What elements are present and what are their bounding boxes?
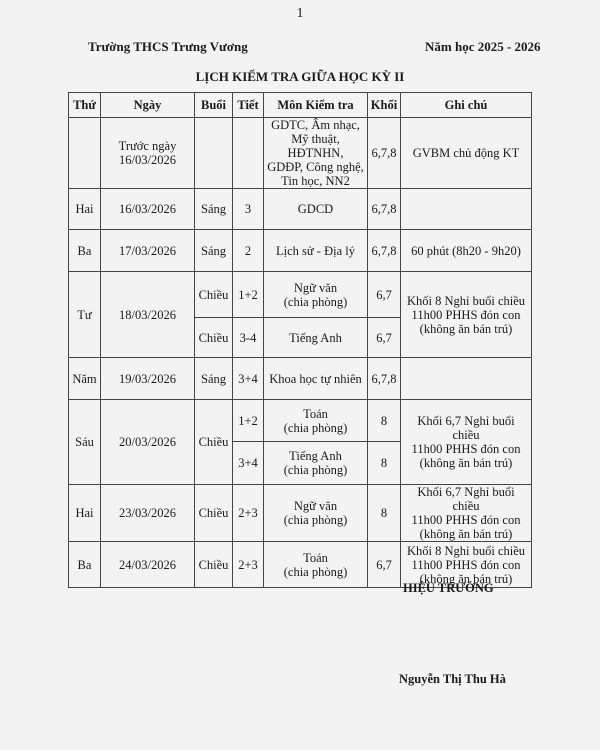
cell-khoi: 8 [368, 400, 401, 442]
cell-tiet [233, 118, 264, 189]
cell-ghichu: Khối 8 Nghỉ buổi chiều 11h00 PHHS đón con (không ăn bán trú) [401, 542, 532, 588]
cell-thu: Hai [69, 189, 101, 230]
cell-ghichu: Khối 6,7 Nghỉ buổi chiều 11h00 PHHS đón con (không ăn bán trú) [401, 485, 532, 542]
cell-thu: Tư [69, 272, 101, 358]
cell-ghichu: 60 phút (8h20 - 9h20) [401, 230, 532, 272]
cell-buoi: Chiều [195, 318, 233, 358]
cell-khoi: 8 [368, 442, 401, 485]
cell-khoi: 6,7,8 [368, 230, 401, 272]
table-row [69, 118, 532, 189]
cell-ghichu [401, 189, 532, 230]
cell-thu: Hai [69, 485, 101, 542]
table-row [69, 358, 532, 400]
cell-ghichu: Khối 6,7 Nghỉ buổi chiều 11h00 PHHS đón con (không ăn bán trú) [401, 400, 532, 485]
cell-ghichu: GVBM chủ động KT [401, 118, 532, 189]
cell-mon: Tiếng Anh [264, 318, 368, 358]
cell-tiet: 1+2 [233, 272, 264, 318]
cell-ngay: 17/03/2026 [101, 230, 195, 272]
cell-buoi: Chiều [195, 400, 233, 485]
cell-khoi: 6,7 [368, 542, 401, 588]
cell-thu [69, 118, 101, 189]
cell-mon: GDTC, Âm nhạc, Mỹ thuật, HĐTNHN, GDĐP, Công nghệ, Tin học, NN2 [264, 118, 368, 189]
cell-mon: Tiếng Anh (chia phòng) [264, 442, 368, 485]
cell-buoi: Chiều [195, 542, 233, 588]
table-row [69, 230, 532, 272]
cell-mon: Khoa học tự nhiên [264, 358, 368, 400]
cell-buoi: Chiều [195, 485, 233, 542]
table-row [69, 272, 532, 318]
column-header: Tiết [233, 93, 264, 118]
cell-tiet: 1+2 [233, 400, 264, 442]
signer-name: Nguyễn Thị Thu Hà [399, 672, 506, 686]
column-header: Ghi chú [401, 93, 532, 118]
cell-khoi: 6,7,8 [368, 118, 401, 189]
table-row [69, 400, 532, 442]
cell-ghichu: Khối 8 Nghỉ buổi chiều 11h00 PHHS đón con (không ăn bán trú) [401, 272, 532, 358]
cell-mon: Toán (chia phòng) [264, 400, 368, 442]
cell-mon: Ngữ văn (chia phòng) [264, 272, 368, 318]
cell-ngay: 18/03/2026 [101, 272, 195, 358]
cell-khoi: 6,7 [368, 318, 401, 358]
school-year: Năm học 2025 - 2026 [425, 39, 541, 54]
cell-ngay: 23/03/2026 [101, 485, 195, 542]
column-header: Khối [368, 93, 401, 118]
cell-mon: Ngữ văn (chia phòng) [264, 485, 368, 542]
cell-tiet: 2+3 [233, 485, 264, 542]
column-header: Ngày [101, 93, 195, 118]
cell-mon: Toán (chia phòng) [264, 542, 368, 588]
cell-thu: Năm [69, 358, 101, 400]
cell-buoi [195, 118, 233, 189]
cell-mon: Lịch sử - Địa lý [264, 230, 368, 272]
cell-ngay: 20/03/2026 [101, 400, 195, 485]
cell-tiet: 2+3 [233, 542, 264, 588]
table-header-row [69, 93, 532, 118]
cell-ngay: 16/03/2026 [101, 189, 195, 230]
column-header: Buổi [195, 93, 233, 118]
cell-tiet: 3 [233, 189, 264, 230]
column-header: Môn Kiểm tra [264, 93, 368, 118]
cell-tiet: 3-4 [233, 318, 264, 358]
cell-ngay: Trước ngày 16/03/2026 [101, 118, 195, 189]
cell-ghichu [401, 358, 532, 400]
cell-mon: GDCD [264, 189, 368, 230]
exam-schedule-table [68, 92, 532, 588]
cell-khoi: 6,7,8 [368, 189, 401, 230]
cell-khoi: 6,7,8 [368, 358, 401, 400]
cell-tiet: 3+4 [233, 358, 264, 400]
cell-tiet: 2 [233, 230, 264, 272]
cell-thu: Ba [69, 542, 101, 588]
column-header: Thứ [69, 93, 101, 118]
school-name: Trường THCS Trưng Vương [88, 39, 248, 54]
cell-tiet: 3+4 [233, 442, 264, 485]
signature-role: HIỆU TRƯỞNG [403, 581, 494, 595]
cell-ngay: 19/03/2026 [101, 358, 195, 400]
document-title: LỊCH KIỂM TRA GIỮA HỌC KỲ II [195, 69, 405, 84]
table-row [69, 189, 532, 230]
cell-buoi: Sáng [195, 189, 233, 230]
cell-buoi: Sáng [195, 358, 233, 400]
cell-buoi: Chiều [195, 272, 233, 318]
cell-khoi: 6,7 [368, 272, 401, 318]
cell-thu: Sáu [69, 400, 101, 485]
cell-thu: Ba [69, 230, 101, 272]
page-number: 1 [296, 6, 304, 21]
cell-ngay: 24/03/2026 [101, 542, 195, 588]
table-row [69, 485, 532, 542]
cell-khoi: 8 [368, 485, 401, 542]
cell-buoi: Sáng [195, 230, 233, 272]
